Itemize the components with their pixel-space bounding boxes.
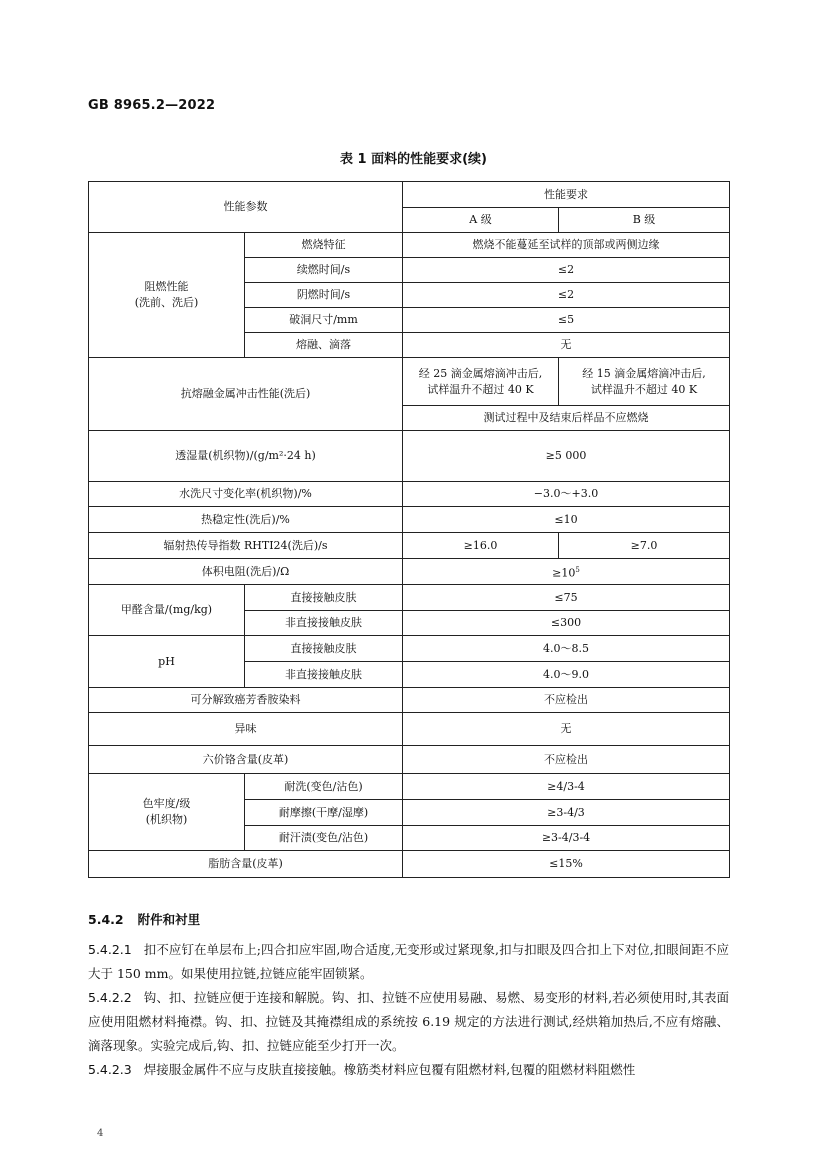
ph-row-name: 直接接触皮肤 [245,636,403,662]
resistance-value-base: ≥10 [552,566,576,580]
molten-a-line1: 经 25 滴金属熔滴冲击后, [418,366,543,380]
colorfast-label-line1: 色牢度/级 [142,797,191,810]
colorfast-label [89,774,245,851]
paragraph-text: 扣不应钉在单层布上;四合扣应牢固,吻合适度,无变形或过紧现象,扣与扣眼及四合扣上下对位,扣眼间距不应大于 150 mm。如果使用拉链,拉链应能牢固锁紧。 [88,942,729,981]
molten-note: 测试过程中及结束后样品不应燃烧 [403,406,730,431]
rhti-label: 辐射热传导指数 RHTI24(洗后)/s [89,533,403,559]
paragraph-number: 5.4.2.2 [88,990,132,1005]
header-grade-a: A 级 [403,208,559,233]
paragraph-text: 焊接服金属件不应与皮肤直接接触。橡筋类材料应包覆有阻燃材料,包覆的阻燃材料阻燃性 [143,1062,636,1077]
azo-label: 可分解致癌芳香胺染料 [89,688,403,713]
chrome-label: 六价铬含量(皮革) [89,746,403,774]
paragraph [88,1058,729,1082]
colorfast-row-value: ≥3-4/3 [403,800,730,826]
thermal-label: 热稳定性(洗后)/% [89,507,403,533]
formaldehyde-row-value: ≤75 [403,585,730,611]
ph-row-name: 非直接接触皮肤 [245,662,403,688]
header-param: 性能参数 [89,182,403,233]
molten-b-line1: 经 15 滴金属熔滴冲击后, [582,366,706,380]
performance-table [88,181,730,878]
ph-label: pH [89,636,245,688]
chrome-value: 不应检出 [403,746,730,774]
molten-a-line2: 试样温升不超过 40 K [427,382,534,396]
section-number: 5.4.2 [88,912,124,927]
flame-row-value: ≤5 [403,308,730,333]
flame-row-name: 燃烧特征 [245,233,403,258]
colorfast-row-value: ≥4/3-4 [403,774,730,800]
molten-b-line2: 试样温升不超过 40 K [590,382,698,396]
shrink-value: −3.0～+3.0 [403,482,730,507]
formaldehyde-label: 甲醛含量/(mg/kg) [89,585,245,636]
section-heading [88,910,200,928]
ph-row-value: 4.0～8.5 [403,636,730,662]
flame-row-name: 续燃时间/s [245,258,403,283]
formaldehyde-row-name: 非直接接触皮肤 [245,611,403,636]
flame-label [89,233,245,358]
section-title: 附件和衬里 [137,912,201,927]
resistance-label: 体积电阻(洗后)/Ω [89,559,403,585]
formaldehyde-row-value: ≤300 [403,611,730,636]
flame-row-name: 破洞尺寸/mm [245,308,403,333]
header-grade-b: B 级 [559,208,730,233]
flame-label-line2: (洗前、洗后) [134,296,199,309]
formaldehyde-row-name: 直接接触皮肤 [245,585,403,611]
moisture-label: 透湿量(机织物)/(g/m²·24 h) [89,431,403,482]
colorfast-row-value: ≥3-4/3-4 [403,826,730,851]
paragraph-text: 钩、扣、拉链应便于连接和解脱。钩、扣、拉链不应使用易融、易燃、易变形的材料,若必须使用时,其表面应使用阻燃材料掩襟。钩、扣、拉链及其掩襟组成的系统按 6.19 规定的方法进行测试,经烘箱加热后,不应有熔融、滴落现象。实验完成后,钩、扣、拉链应能至少打开一次。 [88,990,729,1053]
colorfast-row-name: 耐摩擦(干摩/湿摩) [245,800,403,826]
azo-value: 不应检出 [403,688,730,713]
flame-row-value: ≤2 [403,283,730,308]
odor-value: 无 [403,713,730,746]
shrink-label: 水洗尺寸变化率(机织物)/% [89,482,403,507]
paragraph [88,938,729,986]
rhti-grade-b: ≥7.0 [559,533,730,559]
colorfast-row-name: 耐汗渍(变色/沾色) [245,826,403,851]
flame-row-value: 燃烧不能蔓延至试样的顶部或两侧边缘 [403,233,730,258]
flame-row-name: 阴燃时间/s [245,283,403,308]
paragraph-number: 5.4.2.3 [88,1062,132,1077]
molten-grade-b [559,358,730,406]
paragraph [88,986,729,1058]
resistance-value-exponent: 5 [575,565,580,574]
fat-value: ≤15% [403,851,730,878]
flame-row-name: 熔融、滴落 [245,333,403,358]
molten-grade-a [403,358,559,406]
paragraph-number: 5.4.2.1 [88,942,132,957]
ph-row-value: 4.0～9.0 [403,662,730,688]
table-caption: 表 1 面料的性能要求(续) [340,152,487,167]
page-number: 4 [97,1128,104,1139]
moisture-value: ≥5 000 [403,431,730,482]
header-requirement: 性能要求 [403,182,730,208]
flame-label-line1: 阻燃性能 [144,280,189,293]
resistance-value [403,559,730,585]
rhti-grade-a: ≥16.0 [403,533,559,559]
thermal-value: ≤10 [403,507,730,533]
colorfast-row-name: 耐洗(变色/沾色) [245,774,403,800]
odor-label: 异味 [89,713,403,746]
fat-label: 脂肪含量(皮革) [89,851,403,878]
flame-row-value: ≤2 [403,258,730,283]
molten-label: 抗熔融金属冲击性能(洗后) [89,358,403,431]
standard-number: GB 8965.2—2022 [88,98,216,113]
flame-row-value: 无 [403,333,730,358]
colorfast-label-line2: (机织物) [145,813,188,826]
